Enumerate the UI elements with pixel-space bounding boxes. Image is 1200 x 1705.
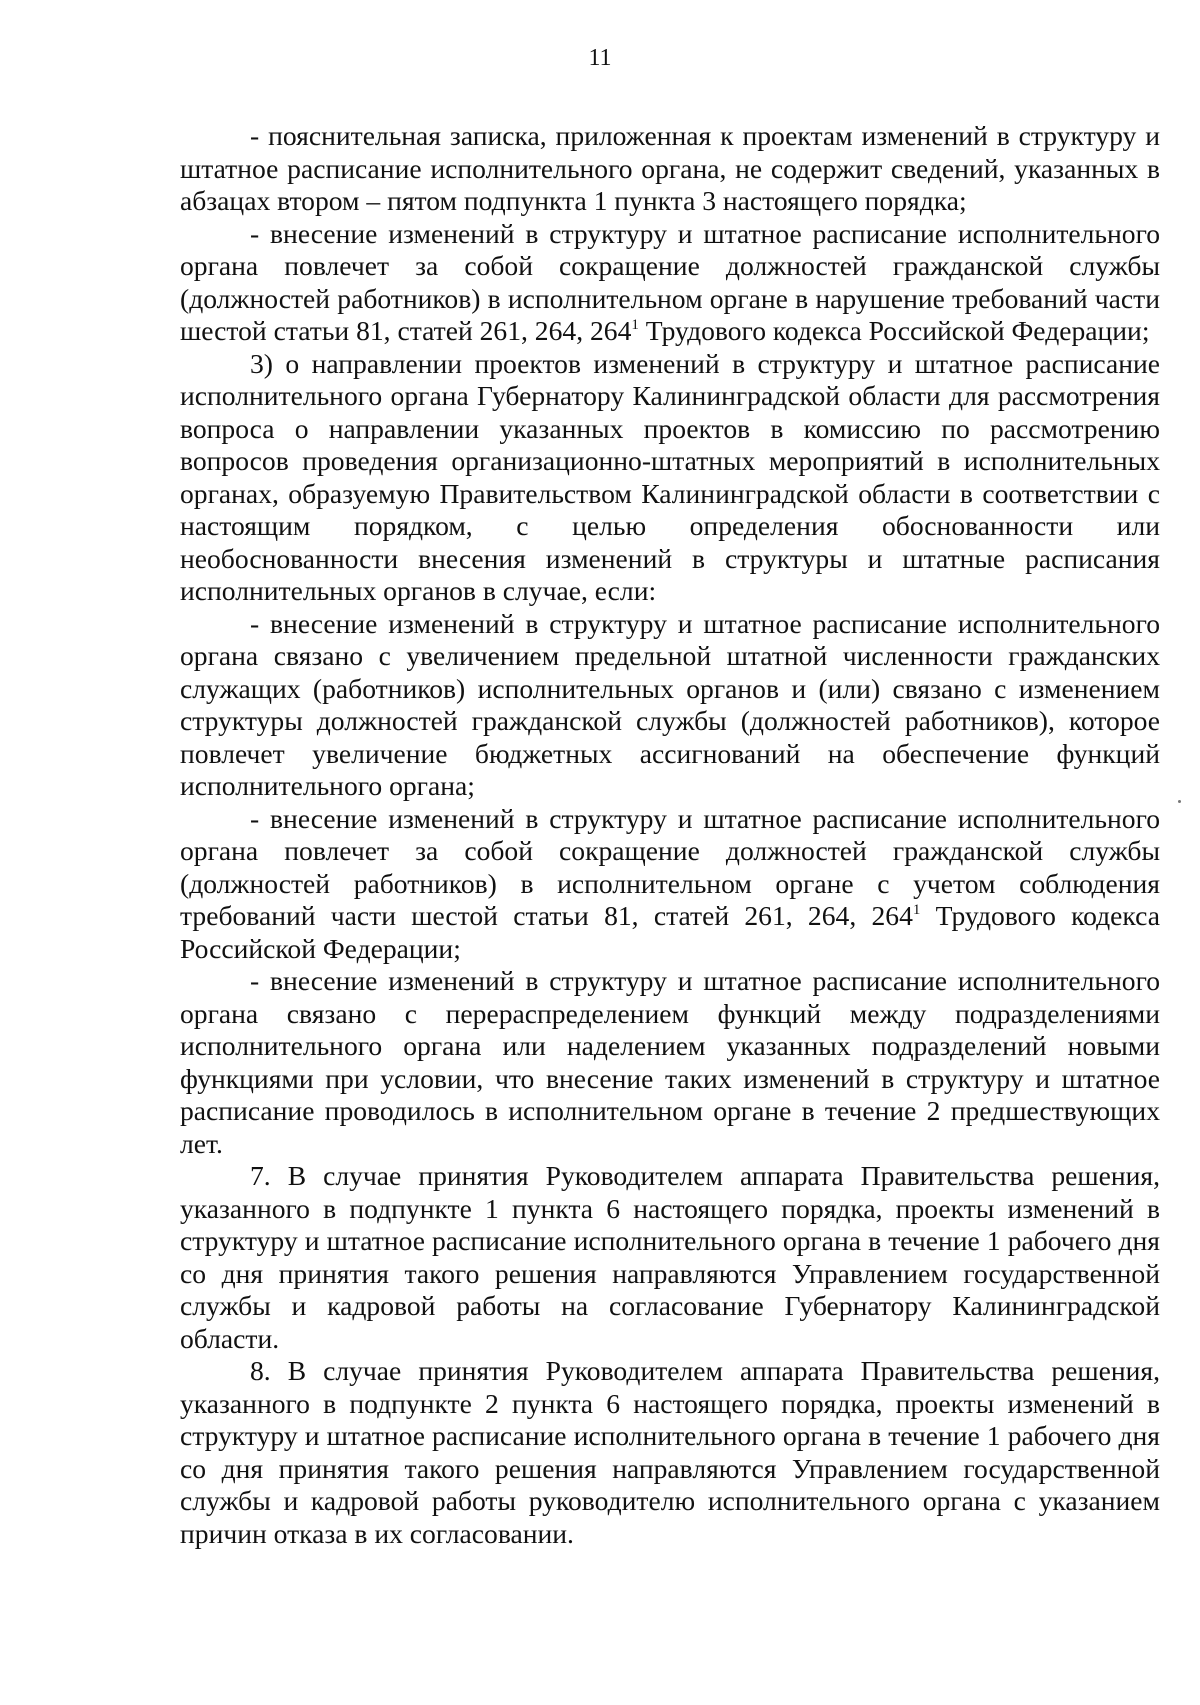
article-superscript: 1 (912, 902, 921, 918)
paragraph-subitem-3: 3) о направлении проектов изменений в структуру и штатное расписание исполнительного органа Губернатору Калининградской области для рассмотрения вопроса о направлении указанных проектов в комиссию по рассмотрению вопросов проведения организационно-штатных мероприятий в исполнительных органах, образуемую Правительством Калининградской области в соответствии с настоящим порядком, с целью определения обоснованности или необоснованности внесения изменений в структуры и штатные расписания исполнительных органов в случае, если: (180, 347, 1160, 606)
paragraph-staff-reduction-violation (180, 218, 1160, 348)
paragraph-text: Трудового кодекса Российской Федерации; (638, 315, 1150, 346)
paragraph-staff-increase: - внесение изменений в структуру и штатное расписание исполнительного органа связано с увеличением предельной штатной численности гражданских служащих (работников) исполнительных органов и (или) связано с изменением структуры должностей гражданской службы (должностей работников), которое повлечет увеличение бюджетных ассигнований на обеспечение функций исполнительного органа; (180, 607, 1160, 801)
page-number: 11 (588, 45, 612, 71)
scan-speck (1178, 800, 1181, 803)
paragraph-explanatory-note: - пояснительная записка, приложенная к проектам изменений в структуру и штатное расписание исполнительного органа, не содержит сведений, указанных в абзацах втором – пятом подпункта 1 пункта 3 настоящего порядка; (180, 120, 1160, 216)
document-body (180, 120, 1160, 1550)
paragraph-item-7: 7. В случае принятия Руководителем аппарата Правительства решения, указанного в подпункте 1 пункта 6 настоящего порядка, проекты изменений в структуру и штатное расписание исполнительного органа в течение 1 рабочего дня со дня принятия такого решения направляются Управлением государственной службы и кадровой работы на согласование Губернатору Калининградской области. (180, 1160, 1160, 1354)
paragraph-item-8: 8. В случае принятия Руководителем аппарата Правительства решения, указанного в подпункте 2 пункта 6 настоящего порядка, проекты изменений в структуру и штатное расписание исполнительного органа в течение 1 рабочего дня со дня принятия такого решения направляются Управлением государственной службы и кадровой работы руководителю исполнительного органа с указанием причин отказа в их согласовании. (180, 1355, 1160, 1549)
paragraph-staff-reduction-compliance (180, 803, 1160, 966)
paragraph-text: - внесение изменений в структуру и штатное расписание исполнительного органа повлечет за собой сокращение должностей гражданской службы (должностей работников) в исполнительном органе с учетом соблюдения требований части шестой статьи 81, статей 261, 264, 264 (180, 802, 1160, 931)
paragraph-text: Трудового кодекса Российской Федерации; (180, 900, 1160, 964)
paragraph-function-redistribution: - внесение изменений в структуру и штатное расписание исполнительного органа связано с перераспределением функций между подразделениями исполнительного органа или наделением указанных подразделений новыми функциями при условии, что внесение таких изменений в структуру и штатное расписание проводилось в исполнительном органе в течение 2 предшествующих лет. (180, 965, 1160, 1159)
paragraph-text: - внесение изменений в структуру и штатное расписание исполнительного органа повлечет за собой сокращение должностей гражданской службы (должностей работников) в исполнительном органе в нарушение требований части шестой статьи 81, статей 261, 264, 264 (180, 217, 1160, 346)
article-superscript: 1 (631, 317, 639, 333)
